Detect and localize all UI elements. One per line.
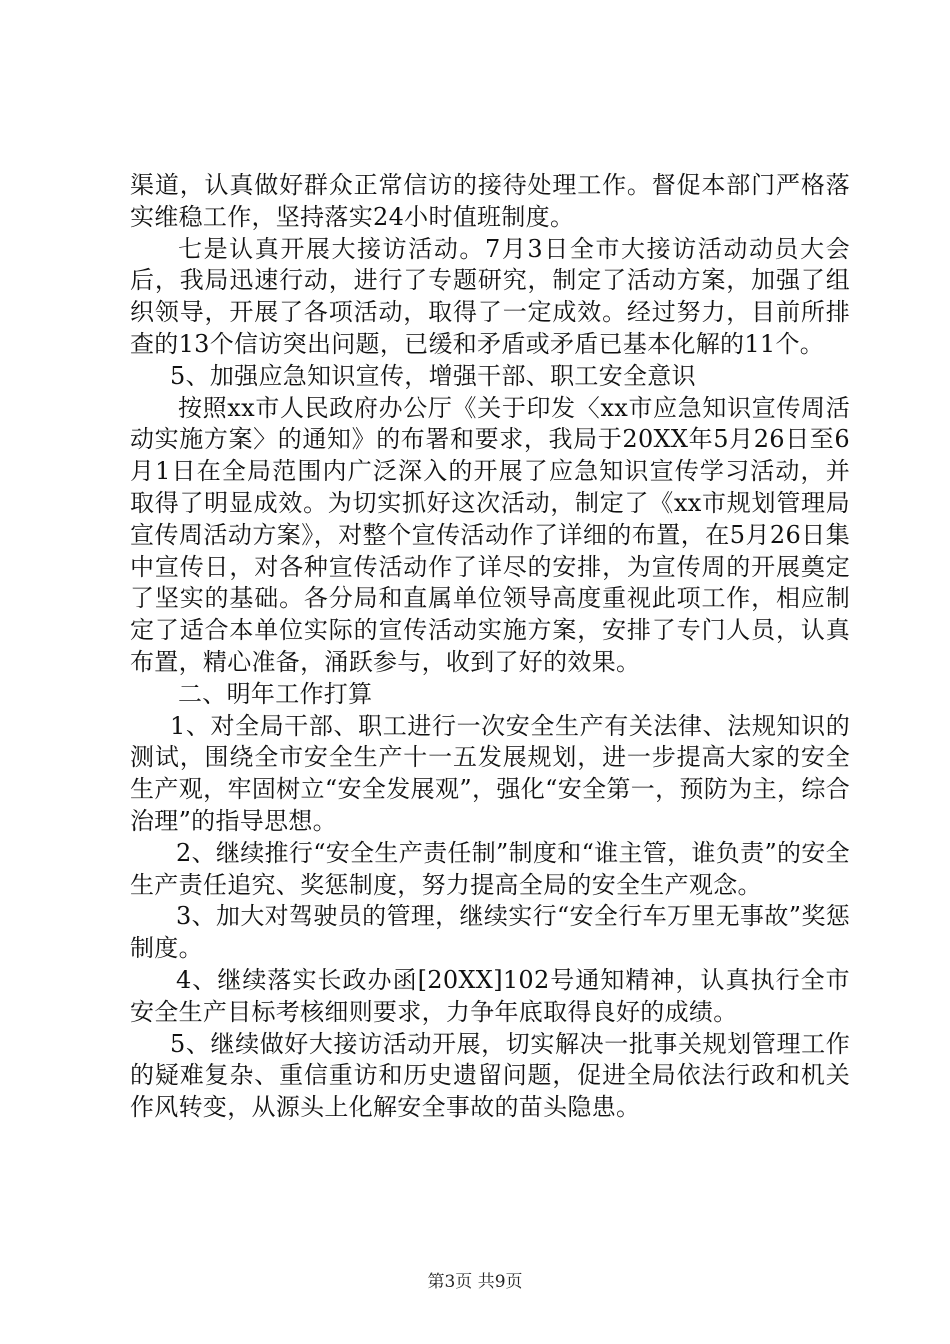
plan-item-1: 1、对全局干部、职工进行一次安全生产有关法律、法规知识的测试，围绕全市安全生产十一五发展规划，进一步提高大家的安全生产观，牢固树立“安全发展观”，强化“安全第一，预防为主，综合治理”的指导思想。 xyxy=(130,711,850,835)
plan-item-4: 4、继续落实长政办函[20XX]102号通知精神，认真执行全市安全生产目标考核细则要求，力争年底取得良好的成绩。 xyxy=(130,965,850,1026)
page-number-footer: 第3页 共9页 xyxy=(427,1272,523,1292)
paragraph-visits-campaign: 七是认真开展大接访活动。7月3日全市大接访活动动员大会后，我局迅速行动，进行了专题研究，制定了活动方案，加强了组织领导，开展了各项活动，取得了一定成效。经过努力，目前所排查的13个信访突出问题，已缓和矛盾或矛盾已基本化解的11个。 xyxy=(130,234,850,358)
section-heading-emergency-knowledge: 5、加强应急知识宣传，增强干部、职工安全意识 xyxy=(170,361,696,390)
document-body xyxy=(130,170,850,1124)
plan-item-2: 2、继续推行“安全生产责任制”制度和“谁主管，谁负责”的安全生产责任追究、奖惩制度，努力提高全局的安全生产观念。 xyxy=(130,838,850,899)
plan-item-3: 3、加大对驾驶员的管理，继续实行“安全行车万里无事故”奖惩制度。 xyxy=(130,902,850,963)
paragraph-continuation: 渠道，认真做好群众正常信访的接待处理工作。督促本部门严格落实维稳工作，坚持落实24小时值班制度。 xyxy=(130,171,850,231)
section-heading-next-year-plan: 二、明年工作打算 xyxy=(178,679,373,708)
paragraph-emergency-week: 按照xx市人民政府办公厅《关于印发〈xx市应急知识宣传周活动实施方案〉的通知》的布署和要求，我局于20XX年5月26日至6月1日在全局范围内广泛深入的开展了应急知识宣传学习活动，并取得了明显成效。为切实抓好这次活动，制定了《xx市规划管理局宣传周活动方案》，对整个宣传活动作了详细的布置，在5月26日集中宣传日，对各种宣传活动作了详尽的安排，为宣传周的开展奠定了坚实的基础。各分局和直属单位领导高度重视此项工作，相应制定了适合本单位实际的宣传活动实施方案，安排了专门人员，认真布置，精心准备，涌跃参与，收到了好的效果。 xyxy=(130,393,850,676)
plan-item-5: 5、继续做好大接访活动开展，切实解决一批事关规划管理工作的疑难复杂、重信重访和历史遗留问题，促进全局依法行政和机关作风转变，从源头上化解安全事故的苗头隐患。 xyxy=(130,1029,850,1122)
